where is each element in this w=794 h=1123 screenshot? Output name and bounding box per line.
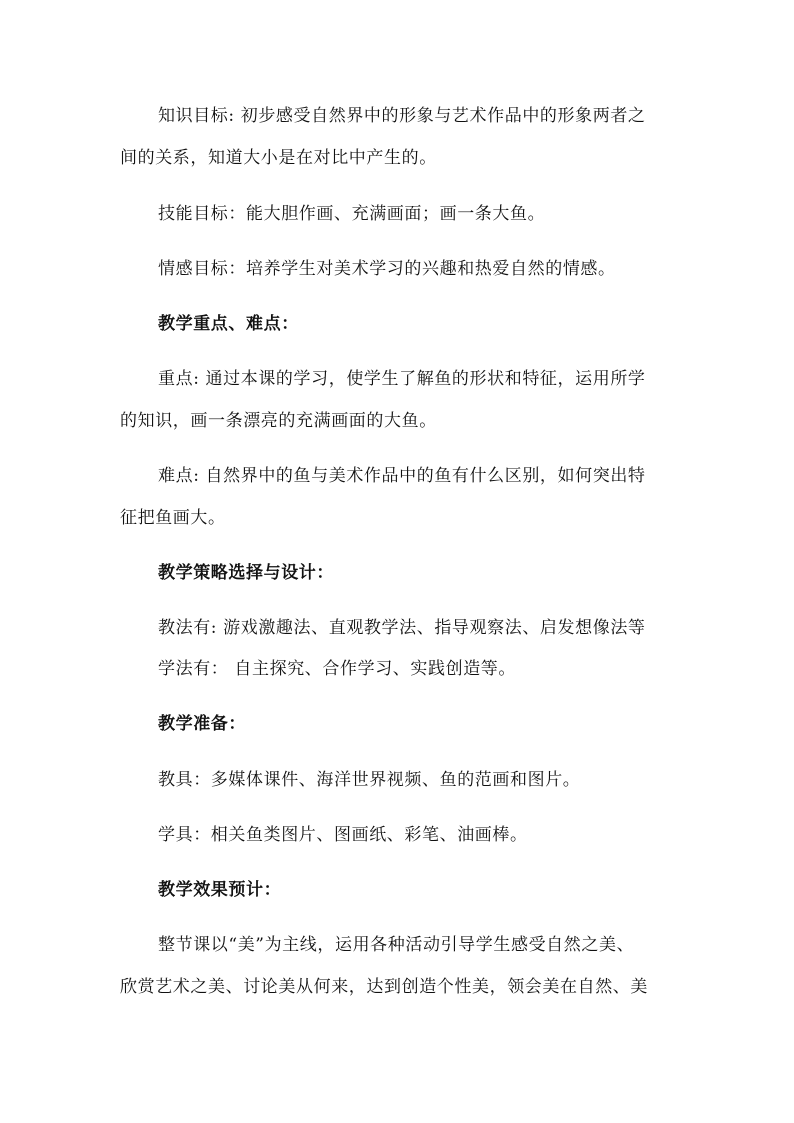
key-point-line-1: 重点: 通过本课的学习，使学生了解鱼的形状和特征，运用所学 (158, 369, 646, 389)
learning-tools: 学具：相关鱼类图片、图画纸、彩笔、油画棒。 (158, 825, 528, 845)
difficulty-line-1: 难点: 自然界中的鱼与美术作品中的鱼有什么区别，如何突出特 (158, 466, 646, 486)
section-heading-key-points: 教学重点、难点： (158, 314, 299, 334)
skill-goal: 技能目标：能大胆作画、充满画面；画一条大鱼。 (158, 204, 546, 224)
section-heading-expected-effect: 教学效果预计： (158, 880, 282, 900)
emotion-goal: 情感目标：培养学生对美术学习的兴趣和热爱自然的情感。 (158, 259, 616, 279)
learning-methods: 学法有： 自主探究、合作学习、实践创造等。 (158, 659, 517, 679)
teaching-methods: 教法有: 游戏激趣法、直观教学法、指导观察法、启发想像法等 (158, 618, 646, 638)
section-heading-strategy: 教学策略选择与设计： (158, 563, 334, 583)
key-point-line-2: 的知识，画一条漂亮的充满画面的大鱼。 (120, 411, 437, 431)
difficulty-line-2: 征把鱼画大。 (120, 508, 226, 528)
teaching-tools: 教具：多媒体课件、海洋世界视频、鱼的范画和图片。 (158, 770, 581, 790)
expected-effect-line-2: 欣赏艺术之美、讨论美从何来，达到创造个性美，领会美在自然、美 (120, 977, 648, 997)
expected-effect-line-1: 整节课以“美”为主线，运用各种活动引导学生感受自然之美、 (158, 935, 635, 955)
section-heading-preparation: 教学准备： (158, 714, 246, 734)
knowledge-goal-line-2: 间的关系，知道大小是在对比中产生的。 (120, 148, 437, 168)
knowledge-goal-line-1: 知识目标: 初步感受自然界中的形象与艺术作品中的形象两者之 (158, 106, 646, 126)
